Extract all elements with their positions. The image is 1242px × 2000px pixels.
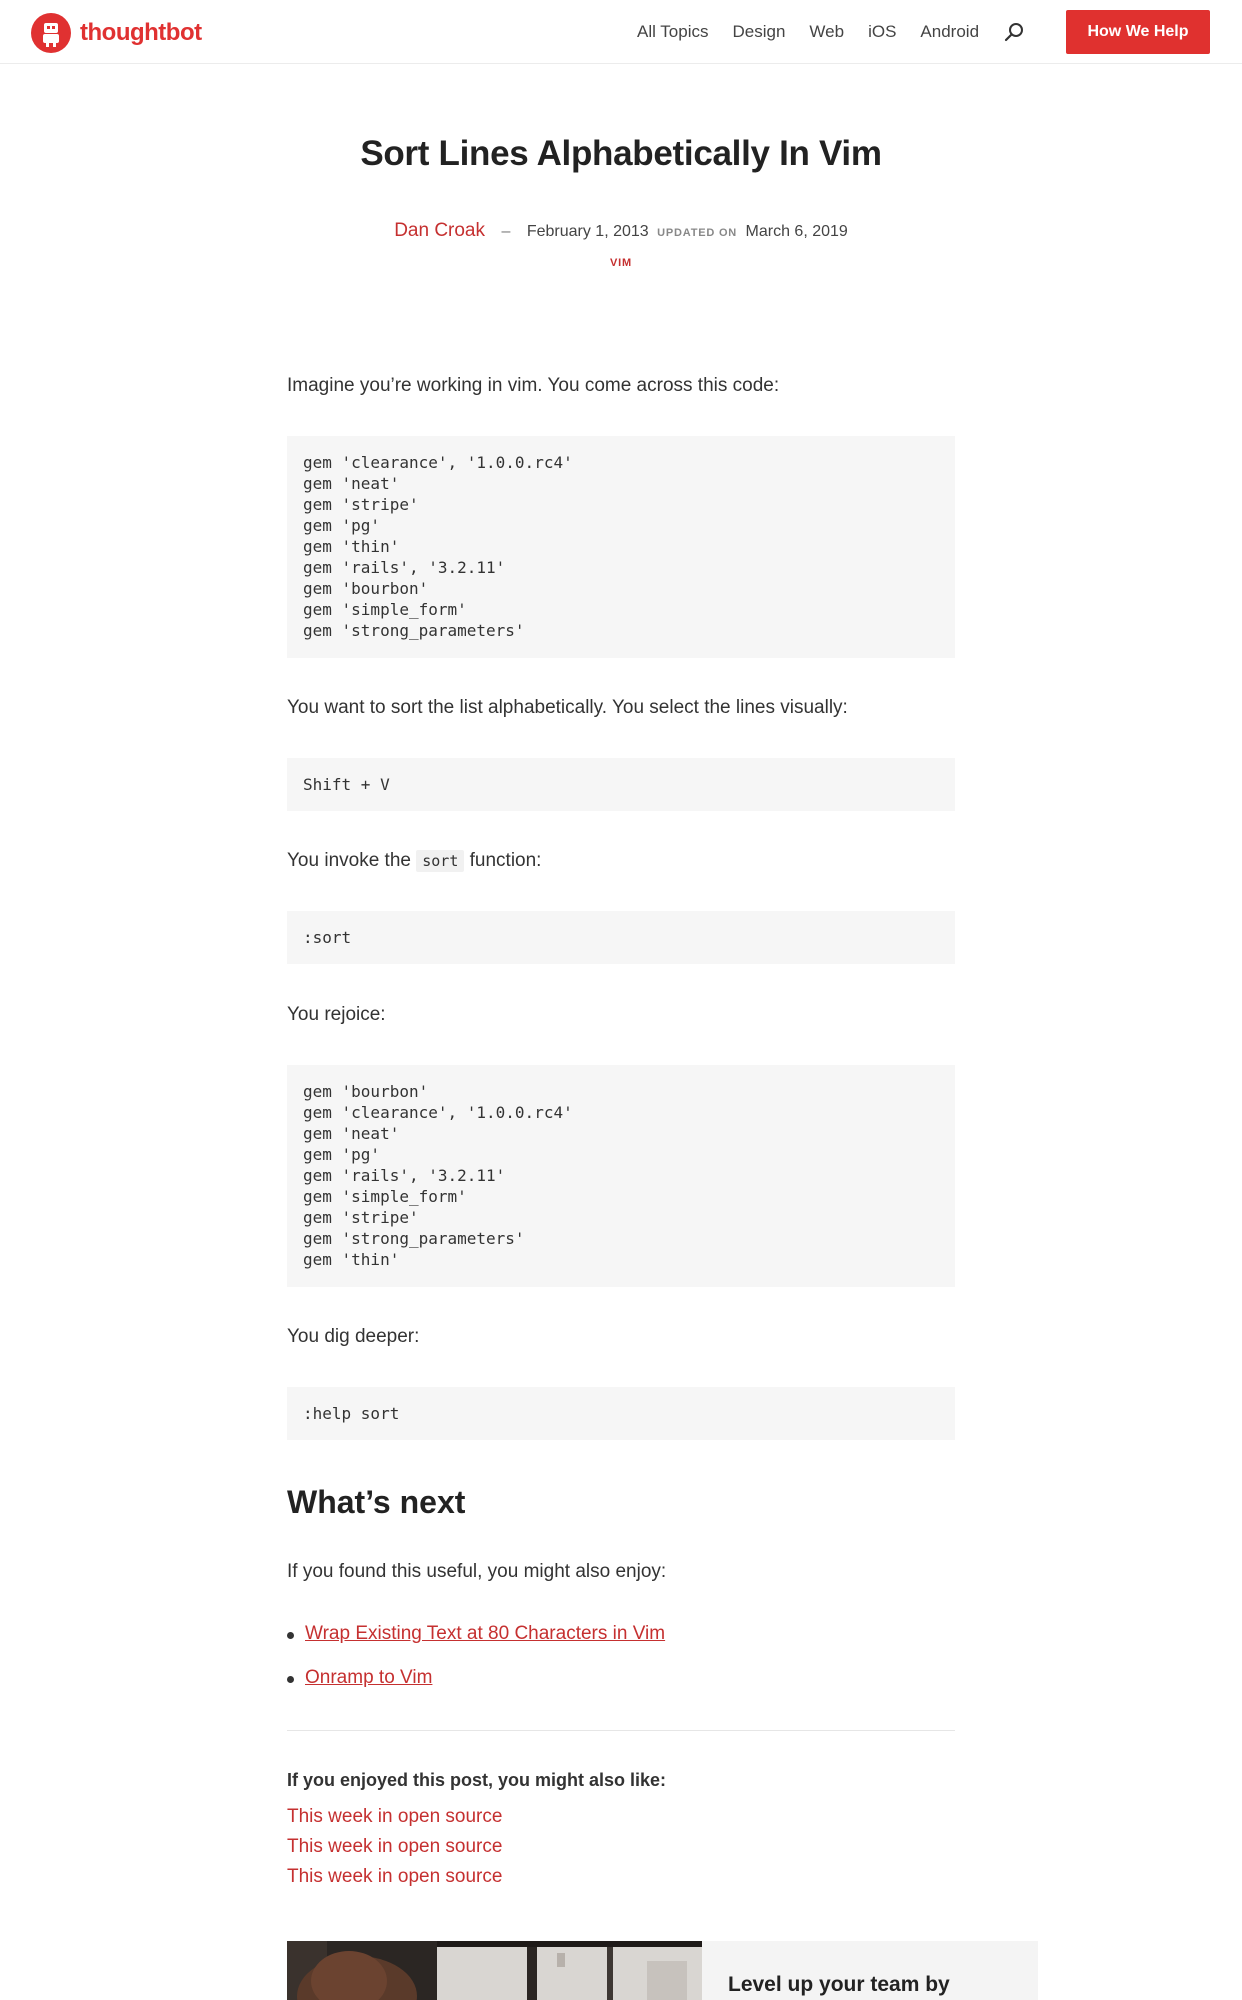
section-divider <box>287 1730 955 1731</box>
rejoice-paragraph: You rejoice: <box>287 1004 386 1025</box>
search-icon[interactable] <box>1004 22 1024 42</box>
published-date: February 1, 2013 <box>526 223 649 240</box>
page-title: Sort Lines Alphabetically In Vim <box>360 134 882 173</box>
promo-photo-art <box>287 1941 702 2000</box>
code-line: gem 'neat' <box>303 474 400 493</box>
enjoy-paragraph: If you found this useful, you might also enjoy: <box>287 1561 667 1582</box>
inline-code-sort: sort <box>416 850 464 872</box>
code-block-sort <box>287 911 955 964</box>
robot-logo-icon <box>31 13 71 53</box>
intro-paragraph: Imagine you’re working in vim. You come across this code: <box>287 375 780 396</box>
main-nav <box>637 22 1024 42</box>
code-line: gem 'bourbon' <box>303 1082 429 1101</box>
code-line: gem 'bourbon' <box>303 579 429 598</box>
code-line: gem 'pg' <box>303 1145 381 1164</box>
code-line: :sort <box>303 928 352 947</box>
site-header <box>0 0 1242 64</box>
brand-name: thoughtbot <box>80 19 202 46</box>
meta-separator: – <box>501 223 511 240</box>
code-block-help-sort <box>287 1387 955 1440</box>
promo-heading: Level up your team by <box>728 1973 950 1996</box>
brand-logo-link[interactable] <box>31 13 202 53</box>
code-line: gem 'strong_parameters' <box>303 1229 525 1248</box>
author-link[interactable]: Dan Croak <box>394 220 486 241</box>
code-line: gem 'stripe' <box>303 495 419 514</box>
updated-label: UPDATED ON <box>657 227 738 239</box>
bullet-dot <box>287 1676 294 1683</box>
nav-ios[interactable]: iOS <box>868 22 897 41</box>
invoke-text-before: You invoke the <box>287 850 417 871</box>
code-line: gem 'stripe' <box>303 1208 419 1227</box>
related-heading: If you enjoyed this post, you might also like: <box>287 1770 667 1790</box>
code-line: gem 'pg' <box>303 516 381 535</box>
nav-android[interactable]: Android <box>920 22 980 41</box>
post-meta <box>0 220 1242 242</box>
related-link[interactable]: This week in open source <box>287 1866 503 1887</box>
updated-date: March 6, 2019 <box>745 223 848 240</box>
code-line: gem 'simple_form' <box>303 600 467 619</box>
related-link[interactable]: This week in open source <box>287 1836 503 1857</box>
code-line: gem 'thin' <box>303 537 400 556</box>
code-line: :help sort <box>303 1404 400 1423</box>
link-wrap-text[interactable]: Wrap Existing Text at 80 Characters in Vim <box>305 1623 666 1644</box>
tag-vim[interactable]: VIM <box>610 257 632 269</box>
code-line: gem 'simple_form' <box>303 1187 467 1206</box>
code-line: gem 'neat' <box>303 1124 400 1143</box>
code-line: gem 'clearance', '1.0.0.rc4' <box>303 1103 573 1122</box>
invoke-text-after: function: <box>464 850 542 871</box>
bullet-dot <box>287 1632 294 1639</box>
promo-photo <box>287 1941 702 2000</box>
dig-deeper-paragraph: You dig deeper: <box>287 1326 420 1347</box>
nav-web[interactable]: Web <box>809 22 845 41</box>
code-line: gem 'thin' <box>303 1250 400 1269</box>
invoke-paragraph <box>287 850 541 872</box>
code-block-shift-v <box>287 758 955 811</box>
code-line: gem 'strong_parameters' <box>303 621 525 640</box>
promo-card[interactable] <box>287 1941 1038 2000</box>
select-paragraph: You want to sort the list alphabetically. You select the lines visually: <box>287 697 848 718</box>
code-line: gem 'clearance', '1.0.0.rc4' <box>303 453 573 472</box>
code-line: Shift + V <box>303 775 390 794</box>
code-line: gem 'rails', '3.2.11' <box>303 1166 506 1185</box>
nav-all-topics[interactable]: All Topics <box>637 22 709 41</box>
related-link[interactable]: This week in open source <box>287 1806 503 1827</box>
whats-next-heading: What’s next <box>287 1484 466 1520</box>
code-block-sorted <box>287 1065 955 1287</box>
how-we-help-button[interactable]: How We Help <box>1066 10 1210 54</box>
link-onramp-vim[interactable]: Onramp to Vim <box>305 1667 433 1688</box>
code-line: gem 'rails', '3.2.11' <box>303 558 506 577</box>
code-block-unsorted <box>287 436 955 658</box>
nav-design[interactable]: Design <box>732 22 786 41</box>
